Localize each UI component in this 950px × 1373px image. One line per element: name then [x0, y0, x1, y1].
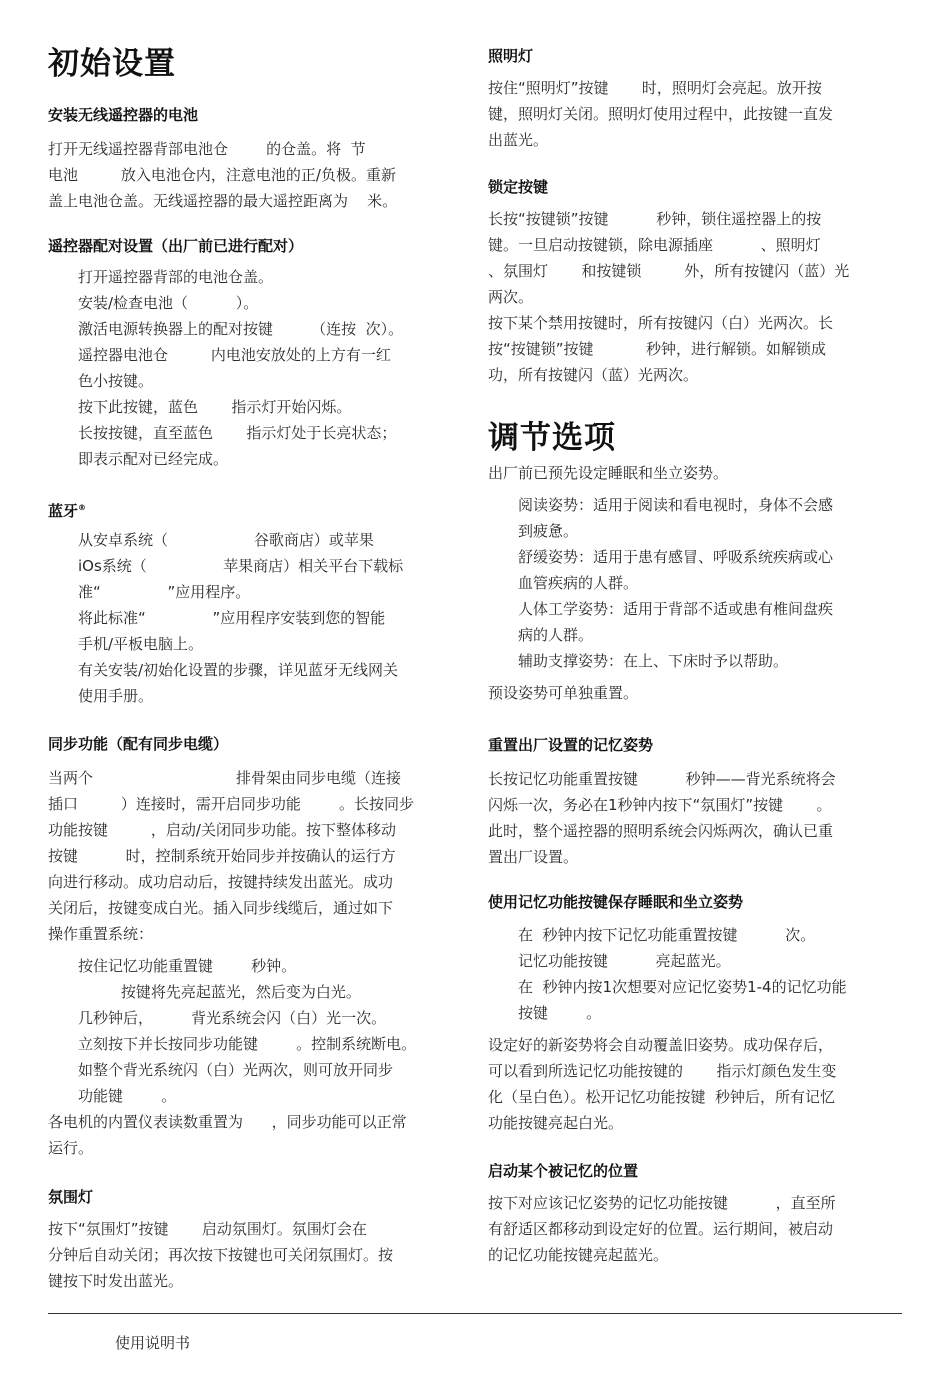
save-step-line: 在 秒钟内按1次想要对应记忆姿势1-4的记忆功能	[518, 978, 847, 996]
recall-text-line: 的记忆功能按键亮起蓝光。	[488, 1246, 669, 1264]
sync-reset-step: 如整个背光系统闪（白）光两次，则可放开同步	[78, 1061, 394, 1079]
pairing-step-line: 安装/检查电池（ ）。	[78, 294, 259, 312]
recall-memory-section	[488, 1160, 908, 1268]
bluetooth-section	[48, 497, 468, 709]
preset-position-line: 血管疾病的人群。	[518, 574, 639, 592]
lighting-heading: 照明灯	[488, 47, 534, 65]
reset-memory-heading: 重置出厂设置的记忆姿势	[488, 736, 654, 754]
bluetooth-heading	[48, 497, 468, 519]
sync-reset-step: 按住记忆功能重置键 秒钟。	[78, 957, 297, 975]
sync-after-line: 各电机的内置仪表读数重置为 ，同步功能可以正常	[48, 1113, 407, 1131]
bluetooth-step-line: 有关安装/初始化设置的步骤，详见蓝牙无线网关	[78, 661, 399, 679]
pairing-step-line: 色小按键。	[78, 372, 154, 390]
battery-text-line: 盖上电池仓盖。无线遥控器的最大遥控距离为 米。	[48, 192, 398, 210]
recall-memory-heading: 启动某个被记忆的位置	[488, 1162, 639, 1180]
save-step-line: 记忆功能按键 亮起蓝光。	[518, 952, 731, 970]
footer-divider	[48, 1313, 902, 1314]
sync-text-line: 功能按键 ，启动/关闭同步功能。按下整体移动	[48, 821, 396, 839]
ambient-text-line: 按下“氛围灯”按键 启动氛围灯。氛围灯会在	[48, 1220, 367, 1238]
bluetooth-step-line: 准“ ”应用程序。	[78, 583, 251, 601]
sync-text-line: 插口 ）连接时，需开启同步功能 。长按同步	[48, 795, 415, 813]
adjust-intro: 出厂前已预先设定睡眠和坐立姿势。	[488, 464, 729, 482]
pairing-step-line: 按下此按键，蓝色 指示灯开始闪烁。	[78, 398, 352, 416]
preset-position-line: 人体工学姿势：适用于背部不适或患有椎间盘疾	[518, 600, 834, 618]
recall-text-line: 按下对应该记忆姿势的记忆功能按键 ，直至所	[488, 1194, 836, 1212]
sync-text-line: 关闭后，按键变成白光。插入同步线缆后，通过如下	[48, 899, 394, 917]
pairing-step-line: 打开遥控器背部的电池仓盖。	[78, 268, 274, 286]
preset-position-line: 舒缓姿势：适用于患有感冒、呼吸系统疾病或心	[518, 548, 834, 566]
battery-section	[48, 104, 468, 214]
bluetooth-step-line: 使用手册。	[78, 687, 154, 705]
lighting-section	[488, 45, 908, 153]
save-step-line: 在 秒钟内按下记忆功能重置按键 次。	[518, 926, 816, 944]
preset-position-line: 病的人群。	[518, 626, 594, 644]
bluetooth-step-line: 从安卓系统（ 谷歌商店）或苹果	[78, 531, 374, 549]
lighting-text-line: 按住“照明灯”按键 时，照明灯会亮起。放开按	[488, 79, 822, 97]
lock-text-line: 长按“按键锁”按键 秒钟，锁住遥控器上的按	[488, 210, 822, 228]
bluetooth-step-line: 将此标准“ ”应用程序安装到您的智能	[78, 609, 386, 627]
reset-text-line: 闪烁一次，务必在1秒钟内按下“氛围灯”按键 。	[488, 796, 832, 814]
lock-text-line: 按下某个禁用按键时，所有按键闪（白）光两次。长	[488, 314, 834, 332]
save-memory-section	[488, 891, 908, 1136]
preset-position-line: 辅助支撑姿势：在上、下床时予以帮助。	[518, 652, 789, 670]
bluetooth-step-line: 手机/平板电脑上。	[78, 635, 204, 653]
preset-position-line: 到疲惫。	[518, 522, 579, 540]
save-after-line: 化（呈白色）。松开记忆功能按键 秒钟后，所有记忆	[488, 1088, 836, 1106]
sync-heading: 同步功能（配有同步电缆）	[48, 735, 229, 753]
sync-text-line: 向进行移动。成功启动后，按键持续发出蓝光。成功	[48, 873, 394, 891]
page-title: 初始设置	[48, 46, 176, 82]
ambient-text-line: 键按下时发出蓝光。	[48, 1272, 184, 1290]
recall-text-line: 有舒适区都移动到设定好的位置。运行期间，被启动	[488, 1220, 834, 1238]
footer-manual-label: 使用说明书	[115, 1334, 191, 1352]
lighting-text-line: 出蓝光。	[488, 131, 549, 149]
sync-reset-step: 立刻按下并长按同步功能键 。控制系统断电。	[78, 1035, 417, 1053]
sync-text-line: 当两个 排骨架由同步电缆（连接	[48, 769, 402, 787]
battery-heading: 安装无线遥控器的电池	[48, 106, 199, 124]
sync-reset-step: 按键将先亮起蓝光，然后变为白光。	[78, 983, 361, 1001]
lock-section	[488, 176, 908, 388]
lock-text-line: 、氛围灯 和按键锁 外，所有按键闪（蓝）光	[488, 262, 850, 280]
adjust-options-section	[488, 418, 908, 706]
lock-text-line: 功，所有按键闪（蓝）光两次。	[488, 366, 699, 384]
lock-text-line: 按“按键锁”按键 秒钟，进行解锁。如解锁成	[488, 340, 826, 358]
section-title-initial-setup	[48, 44, 468, 84]
lock-text-line: 键。一旦启动按键锁，除电源插座 、照明灯	[488, 236, 821, 254]
pairing-step-line: 遥控器电池仓 内电池安放处的上方有一红	[78, 346, 391, 364]
lighting-text-line: 键，照明灯关闭。照明灯使用过程中，此按键一直发	[488, 105, 834, 123]
sync-text-line: 操作重置系统：	[48, 925, 154, 943]
preset-position-line: 阅读姿势：适用于阅读和看电视时，身体不会感	[518, 496, 834, 514]
battery-text-line: 打开无线遥控器背部电池仓 的仓盖。将 节	[48, 140, 366, 158]
pairing-step-line: 即表示配对已经完成。	[78, 450, 229, 468]
sync-reset-step: 几秒钟后， 背光系统会闪（白）光一次。	[78, 1009, 387, 1027]
sync-text-line: 按键 时，控制系统开始同步并按确认的运行方	[48, 847, 396, 865]
reset-text-line: 此时，整个遥控器的照明系统会闪烁两次，确认已重	[488, 822, 834, 840]
reset-text-line: 置出厂设置。	[488, 848, 579, 866]
lock-text-line: 两次。	[488, 288, 534, 306]
bluetooth-step-line: iOs系统（ 苹果商店）相关平台下载标	[78, 557, 404, 575]
pairing-step-line: 长按按键，直至蓝色 指示灯处于长亮状态；	[78, 424, 397, 442]
lock-heading: 锁定按键	[488, 178, 549, 196]
save-after-line: 可以看到所选记忆功能按键的 指示灯颜色发生变	[488, 1062, 837, 1080]
ambient-text-line: 分钟后自动关闭；再次按下按键也可关闭氛围灯。按	[48, 1246, 394, 1264]
pairing-step-line: 激活电源转换器上的配对按键 （连按 次）。	[78, 320, 404, 338]
sync-section	[48, 733, 468, 1161]
sync-after-line: 运行。	[48, 1139, 94, 1157]
save-after-line: 功能按键亮起白光。	[488, 1114, 624, 1132]
adjust-options-title: 调节选项	[488, 420, 616, 456]
reset-text-line: 长按记忆功能重置按键 秒钟——背光系统将会	[488, 770, 836, 788]
ambient-light-heading: 氛围灯	[48, 1188, 94, 1206]
pairing-section	[48, 235, 468, 472]
sync-reset-step: 功能键 。	[78, 1087, 177, 1105]
pairing-heading: 遥控器配对设置（出厂前已进行配对）	[48, 237, 304, 255]
battery-text-line: 电池 放入电池仓内，注意电池的正/负极。重新	[48, 166, 396, 184]
registered-mark: ®	[78, 503, 87, 512]
save-after-line: 设定好的新姿势将会自动覆盖旧姿势。成功保存后，	[488, 1036, 834, 1054]
save-memory-heading: 使用记忆功能按键保存睡眠和坐立姿势	[488, 893, 744, 911]
adjust-outro: 预设姿势可单独重置。	[488, 684, 639, 702]
reset-memory-section	[488, 734, 908, 870]
bluetooth-heading-text: 蓝牙	[48, 502, 79, 520]
save-step-line: 按键 。	[518, 1004, 602, 1022]
ambient-light-section	[48, 1186, 468, 1294]
